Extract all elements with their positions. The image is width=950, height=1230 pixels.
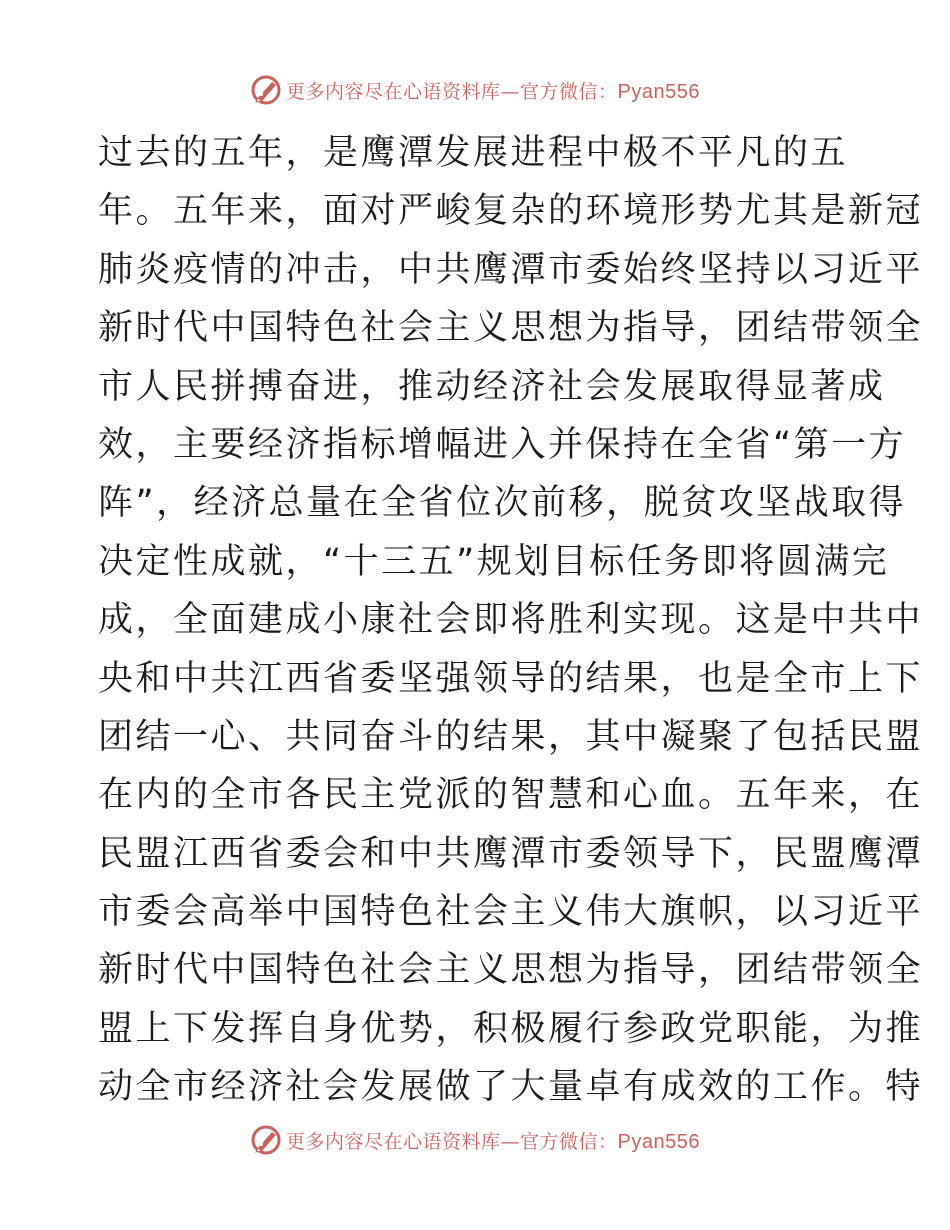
text-line: 盟上下发挥自身优势，积极履行参政党职能，为推 xyxy=(98,1008,924,1049)
text-line: 动全市经济社会发展做了大量卓有成效的工作。特 xyxy=(98,1067,924,1108)
banner-wechat-id: Pyan556 xyxy=(617,80,700,103)
text-line: 决定性成就，“十三五”规划目标任务即将圆满完 xyxy=(98,541,890,582)
pen-circle-logo-icon xyxy=(250,74,282,106)
banner-text xyxy=(286,1127,700,1154)
text-line: 民盟江西省委会和中共鹰潭市委领导下，民盟鹰潭 xyxy=(98,833,924,874)
banner-site-text: 更多内容尽在心语资料库 xyxy=(286,1130,501,1153)
banner-text xyxy=(286,77,700,104)
text-line: 肺炎疫情的冲击，中共鹰潭市委始终坚持以习近平 xyxy=(98,249,924,290)
text-line: 过去的五年，是鹰潭发展进程中极不平凡的五 xyxy=(98,133,849,173)
banner-wechat-label: 官方微信： xyxy=(520,1130,618,1153)
text-line: 市人民拼搏奋进，推动经济社会发展取得显著成 xyxy=(98,366,886,407)
document-body xyxy=(98,124,924,1117)
text-line: 新时代中国特色社会主义思想为指导，团结带领全 xyxy=(98,950,924,991)
footer-banner xyxy=(0,1123,950,1157)
banner-site-text: 更多内容尽在心语资料库 xyxy=(286,80,501,103)
text-line: 央和中共江西省委坚强领导的结果，也是全市上下 xyxy=(98,658,924,699)
text-line: 阵”，经济总量在全省位次前移，脱贫攻坚战取得 xyxy=(98,483,907,524)
header-banner xyxy=(0,73,950,107)
text-line: 新时代中国特色社会主义思想为指导，团结带领全 xyxy=(98,308,924,349)
text-line: 市委会高举中国特色社会主义伟大旗帜，以习近平 xyxy=(98,892,924,933)
banner-wechat-id: Pyan556 xyxy=(617,1130,700,1153)
banner-wechat-label: 官方微信： xyxy=(520,80,618,103)
pen-circle-logo-icon xyxy=(250,1124,282,1156)
banner-dash: — xyxy=(500,1130,521,1153)
text-line: 成，全面建成小康社会即将胜利实现。这是中共中 xyxy=(98,600,924,641)
text-line: 效，主要经济指标增幅进入并保持在全省“第一方 xyxy=(98,424,907,465)
text-line: 年。五年来，面对严峻复杂的环境形势尤其是新冠 xyxy=(98,191,924,232)
text-line: 团结一心、共同奋斗的结果，其中凝聚了包括民盟 xyxy=(98,716,924,757)
banner-dash: — xyxy=(500,80,521,103)
text-line: 在内的全市各民主党派的智慧和心血。五年来，在 xyxy=(98,775,924,816)
